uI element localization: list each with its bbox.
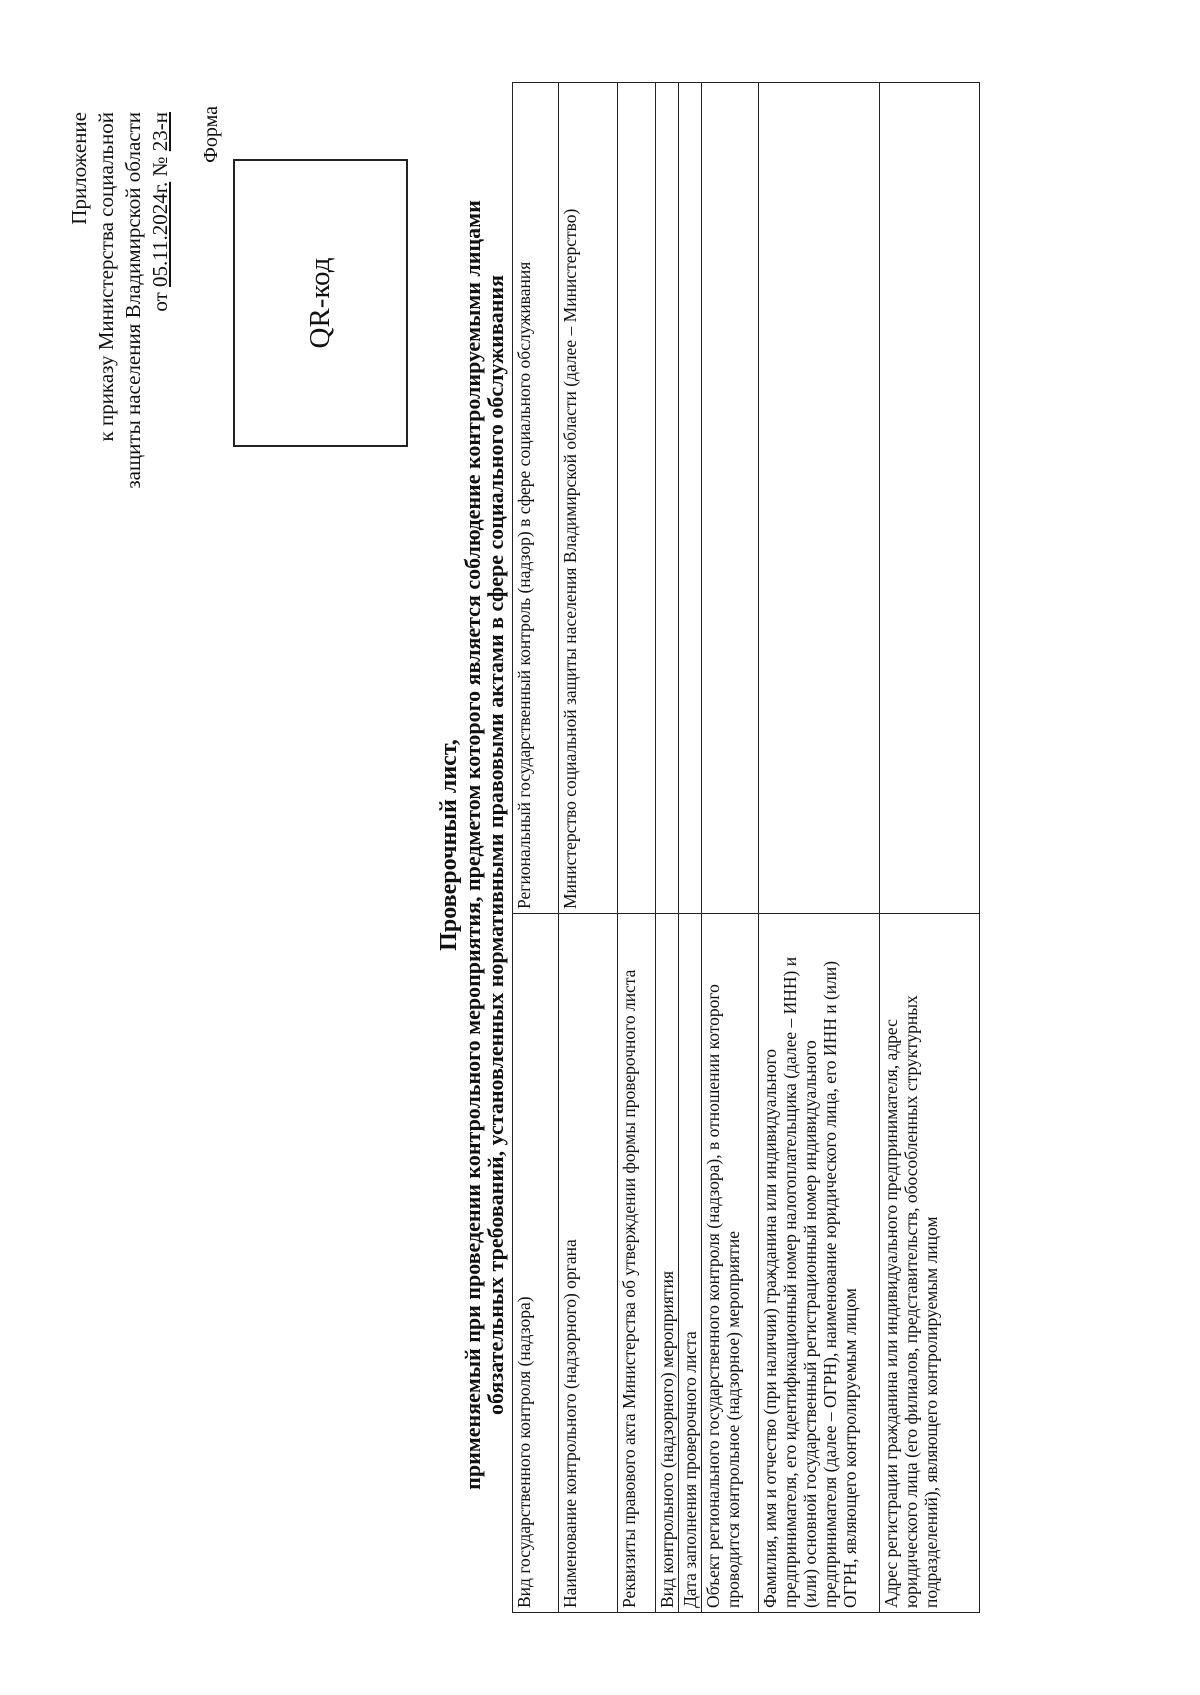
- row-value: [679, 83, 702, 914]
- qr-code-label: QR-код: [304, 257, 336, 349]
- row-value: [656, 83, 679, 914]
- qr-code-box: [233, 159, 408, 447]
- table-row: [513, 83, 559, 1613]
- row-label: Наименование контрольного (надзорного) органа: [559, 914, 618, 1613]
- row-label: Фамилия, имя и отчество (при наличии) гражданина или индивидуального предпринимателя, его идентификационный номер налогоплательщика (далее – ИНН) и (или) основной государственный регистрационный номер индивидуального предпринимателя (далее – ОГРН), наименование юридического лица, его ИНН и (или) ОГРН, являющего контролируемым лицом: [759, 914, 880, 1613]
- row-label: Адрес регистрации гражданина или индивидуального предпринимателя, адрес юридического лица (его филиалов, представительств, обособленных структурных подразделений), являющего контролируемым лицом: [880, 914, 980, 1613]
- number-prefix: №: [148, 151, 172, 182]
- row-label: Дата заполнения проверочного листа: [679, 914, 702, 1613]
- table-row: [618, 83, 656, 1613]
- order-number: 23-н: [148, 112, 172, 152]
- row-value: Министерство социальной защиты населения Владимирской области (далее – Министерство): [559, 83, 618, 914]
- appendix-line-2: к приказу Министерства социальной: [94, 112, 118, 442]
- row-value: [759, 83, 880, 914]
- appendix-line-3: защиты населения Владимирской области: [121, 112, 145, 489]
- table-row: [702, 83, 759, 1613]
- appendix-header: [66, 112, 174, 632]
- row-label: Вид государственного контроля (надзора): [513, 914, 559, 1613]
- checklist-info-table: [512, 82, 980, 1613]
- table-row: [880, 83, 980, 1613]
- row-value: [880, 83, 980, 914]
- title-line-3: обязательных требований, установленных нормативными правовыми актами в сфере социального обслуживания: [483, 275, 508, 1415]
- table-row: [656, 83, 679, 1613]
- title-line-1: Проверочный лист,: [436, 739, 462, 951]
- form-label: Форма: [200, 106, 222, 163]
- title-line-2: применяемый при проведении контрольного мероприятия, предметом которого является соблюдение контролируемыми лицами: [460, 200, 485, 1490]
- row-value: Региональный государственный контроль (надзор) в сфере социального обслуживания: [513, 83, 559, 914]
- date-prefix: от: [148, 287, 172, 312]
- table-row: [759, 83, 880, 1613]
- row-value: [618, 83, 656, 914]
- row-label: Вид контрольного (надзорного) мероприятия: [656, 914, 679, 1613]
- table-row: [559, 83, 618, 1613]
- row-value: [702, 83, 759, 914]
- table-row: [679, 83, 702, 1613]
- appendix-line-1: Приложение: [67, 112, 91, 225]
- row-label: Объект регионального государственного контроля (надзора), в отношении которого проводится контрольное (надзорное) мероприятие: [702, 914, 759, 1613]
- order-date: 05.11.2024г.: [148, 181, 172, 287]
- document-title: [438, 130, 507, 1560]
- row-label: Реквизиты правового акта Министерства об утверждении формы проверочного листа: [618, 914, 656, 1613]
- appendix-date-line: [147, 112, 174, 632]
